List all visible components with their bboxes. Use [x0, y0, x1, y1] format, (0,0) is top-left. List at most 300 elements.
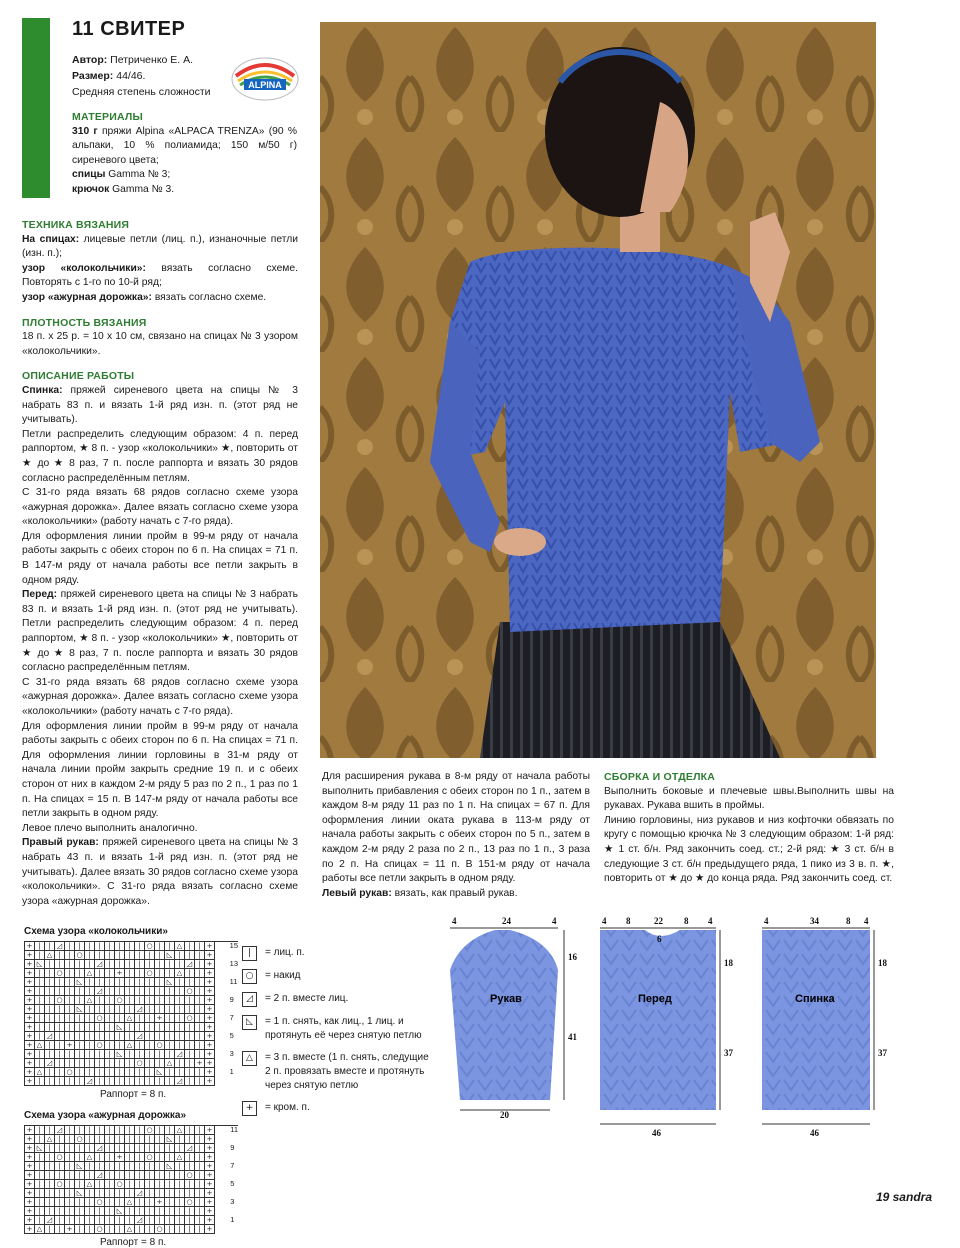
- chart-cell: |: [35, 1153, 45, 1162]
- chart-cell: |: [75, 1014, 85, 1023]
- chart-cell: |: [115, 942, 125, 951]
- chart-cell: |: [195, 1189, 205, 1198]
- chart-cell: |: [85, 1171, 95, 1180]
- chart-cell: |: [35, 1077, 45, 1086]
- chart-cell: +: [205, 1032, 215, 1041]
- legend-k3tog-text: = 3 п. вместе (1 п. снять, следущие 2 п. провязать вместе и протянуть через снятую петлю: [265, 1052, 429, 1091]
- chart-cell: |: [185, 978, 195, 987]
- chart-cell: |: [125, 996, 135, 1005]
- page-number: 19 sandra: [875, 1190, 932, 1204]
- chart-cell: +: [205, 1180, 215, 1189]
- chart-cell: |: [85, 1189, 95, 1198]
- chart-cell: |: [45, 1126, 55, 1135]
- chart-cell: +: [25, 1225, 35, 1234]
- chart-cell: |: [45, 1153, 55, 1162]
- chart-cell: ○: [75, 1135, 85, 1144]
- chart-cell: |: [95, 1005, 105, 1014]
- chart-cell: |: [85, 1144, 95, 1153]
- back-text-4: Для оформления линии пройм в 99-м ряду от начала работы закрыть с обеих сторон по 6 п. На спицах = 71 п. В 147-м ряду от начала работы все петли закрыть в одном ряду.: [22, 530, 298, 586]
- chart-cell: |: [85, 1014, 95, 1023]
- front-label: Перед: [638, 993, 672, 1005]
- needles-label: спицы: [72, 169, 106, 181]
- chart-cell: |: [55, 987, 65, 996]
- chart-cell: |: [175, 1005, 185, 1014]
- legend-knit: [242, 946, 432, 961]
- chart-cell: ◺: [115, 1023, 125, 1032]
- chart-cell: ○: [145, 942, 155, 951]
- chart-cell: +: [25, 1077, 35, 1086]
- chart-cell: |: [45, 1041, 55, 1050]
- chart-cell: |: [165, 1050, 175, 1059]
- chart-cell: |: [135, 1144, 145, 1153]
- chart-cell: |: [95, 1059, 105, 1068]
- chart-cell: |: [85, 1135, 95, 1144]
- chart-cell: |: [75, 1207, 85, 1216]
- chart-cell: |: [145, 1180, 155, 1189]
- chart-cell: △: [175, 969, 185, 978]
- chart-cell: |: [75, 1059, 85, 1068]
- chart-cell: |: [145, 978, 155, 987]
- chart-cell: |: [45, 1207, 55, 1216]
- chart-cell: |: [165, 1207, 175, 1216]
- chart-cell: △: [35, 1225, 45, 1234]
- chart-cell: |: [45, 1014, 55, 1023]
- chart-cell: |: [55, 1005, 65, 1014]
- chart-cell: |: [75, 1171, 85, 1180]
- chart-cell: |: [135, 1162, 145, 1171]
- difficulty: Средняя степень сложности: [72, 86, 211, 98]
- chart-cell: |: [145, 1032, 155, 1041]
- chart-cell: |: [115, 1014, 125, 1023]
- chart-cell: △: [175, 1153, 185, 1162]
- chart-cell: +: [205, 1005, 215, 1014]
- chart-cell: ◿: [175, 1077, 185, 1086]
- chart-cell: |: [125, 1162, 135, 1171]
- chart-cell: |: [75, 1032, 85, 1041]
- chart-cell: |: [165, 1144, 175, 1153]
- chart-cell: |: [155, 969, 165, 978]
- chart-cell: +: [25, 1126, 35, 1135]
- chart-cell: |: [65, 978, 75, 987]
- chart-cell: |: [35, 1059, 45, 1068]
- legend-ssk-text: = 1 п. снять, как лиц., 1 лиц. и протянуть её через снятую петлю: [265, 1016, 422, 1041]
- chart-cell: |: [85, 1068, 95, 1077]
- chart-row-number: 3: [230, 1197, 235, 1206]
- chart-cell: |: [175, 1059, 185, 1068]
- chart-cell: |: [85, 1162, 95, 1171]
- chart-cell: |: [115, 1189, 125, 1198]
- chart-cell: +: [115, 1153, 125, 1162]
- back-label: Спинка:: [22, 384, 63, 396]
- chart-cell: |: [115, 1059, 125, 1068]
- chart-cell: |: [55, 1077, 65, 1086]
- chart-cell: |: [45, 969, 55, 978]
- chart-cell: |: [115, 1198, 125, 1207]
- chart-cell: |: [65, 987, 75, 996]
- sleeve-dim-top-right: 4: [552, 916, 557, 926]
- chart-cell: |: [145, 1216, 155, 1225]
- chart-cell: ◺: [165, 1135, 175, 1144]
- chart-cell: ○: [185, 1198, 195, 1207]
- chart-cell: |: [95, 1180, 105, 1189]
- chart-cell: |: [195, 1216, 205, 1225]
- chart-cell: |: [135, 951, 145, 960]
- chart-cell: |: [35, 987, 45, 996]
- chart-cell: ◿: [95, 1144, 105, 1153]
- chart-cell: +: [115, 969, 125, 978]
- sleeve-dim-top: 24: [502, 916, 511, 926]
- back-dim-body: 37: [878, 1048, 887, 1058]
- chart-cell: |: [165, 960, 175, 969]
- chart-cell: +: [195, 1059, 205, 1068]
- chart-cell: ◿: [135, 1189, 145, 1198]
- chart-cell: |: [145, 1014, 155, 1023]
- chart-cell: |: [75, 1153, 85, 1162]
- chart-cell: |: [35, 996, 45, 1005]
- chart-cell: |: [105, 1153, 115, 1162]
- knit-symbol-icon: |: [242, 946, 257, 961]
- chart-cell: |: [185, 1153, 195, 1162]
- assembly-heading: СБОРКА И ОТДЕЛКА: [604, 771, 716, 783]
- chart-cell: |: [115, 951, 125, 960]
- chart-cell: +: [25, 1068, 35, 1077]
- chart-cell: ◿: [135, 1005, 145, 1014]
- chart-cell: +: [205, 1153, 215, 1162]
- chart-cell: +: [25, 1153, 35, 1162]
- chart-cell: |: [85, 978, 95, 987]
- chart-cell: +: [25, 969, 35, 978]
- chart-cell: |: [195, 1077, 205, 1086]
- chart-cell: |: [45, 1162, 55, 1171]
- chart-cell: +: [205, 1207, 215, 1216]
- chart-cell: |: [145, 1189, 155, 1198]
- chart-cell: |: [185, 1162, 195, 1171]
- chart-cell: |: [35, 1189, 45, 1198]
- chart-cell: |: [95, 978, 105, 987]
- chart-cell: |: [135, 1014, 145, 1023]
- chart-cell: |: [135, 1126, 145, 1135]
- chart-cell: |: [55, 1032, 65, 1041]
- chart-cell: ◿: [45, 1216, 55, 1225]
- chart-cell: |: [135, 987, 145, 996]
- chart-cell: |: [155, 1135, 165, 1144]
- chart-cell: |: [95, 1077, 105, 1086]
- left-sleeve-text: вязать, как правый рукав.: [394, 887, 518, 899]
- chart-cell: |: [115, 1135, 125, 1144]
- chart-cell: |: [125, 1135, 135, 1144]
- sleeve-dim-length: 41: [568, 1032, 577, 1042]
- chart-cell: |: [105, 1144, 115, 1153]
- chart-cell: |: [75, 1144, 85, 1153]
- chart-cell: |: [195, 1005, 205, 1014]
- logo-text: ALPINA: [248, 80, 282, 90]
- chart-cell: +: [205, 1059, 215, 1068]
- chart-cell: |: [155, 1180, 165, 1189]
- chart-cell: |: [95, 1153, 105, 1162]
- chart-cell: |: [115, 1077, 125, 1086]
- chart-cell: |: [165, 1171, 175, 1180]
- chart-cell: |: [105, 1207, 115, 1216]
- chart-cell: |: [95, 1023, 105, 1032]
- chart-cell: |: [175, 1207, 185, 1216]
- chart-cell: ◺: [35, 1144, 45, 1153]
- chart-cell: ○: [55, 969, 65, 978]
- chart-cell: +: [25, 1014, 35, 1023]
- chart-cell: +: [205, 960, 215, 969]
- chart-cell: +: [25, 1023, 35, 1032]
- chart-cell: |: [45, 1077, 55, 1086]
- model-photo: [320, 22, 876, 758]
- chart-cell: +: [205, 1189, 215, 1198]
- left-column-text: [22, 218, 298, 909]
- chart-cell: |: [85, 1050, 95, 1059]
- chart-cell: |: [75, 1041, 85, 1050]
- chart-cell: +: [25, 1050, 35, 1059]
- chart-cell: |: [135, 1050, 145, 1059]
- chart-cell: ○: [155, 1225, 165, 1234]
- size-value: 44/46.: [116, 70, 146, 82]
- chart-cell: |: [65, 1180, 75, 1189]
- chart-cell: +: [205, 1162, 215, 1171]
- chart-cell: ◺: [75, 978, 85, 987]
- chart-cell: |: [55, 1198, 65, 1207]
- chart-cell: +: [205, 1014, 215, 1023]
- chart-row-number: 9: [229, 995, 234, 1004]
- chart-cell: |: [105, 1077, 115, 1086]
- legend-yo: [242, 969, 432, 984]
- chart-cell: |: [195, 942, 205, 951]
- chart-cell: |: [195, 951, 205, 960]
- front-text-2: С 31-го ряда вязать 68 рядов согласно схеме узора «ажурная дорожка». Далее вязать согласно схеме узора «колокольчики» (работу начать с 7-го ряда).: [22, 676, 298, 717]
- chart-cell: |: [65, 1171, 75, 1180]
- chart-cell: |: [115, 1225, 125, 1234]
- chart-cell: ○: [55, 1153, 65, 1162]
- chart-cell: |: [35, 978, 45, 987]
- chart-cell: |: [105, 1216, 115, 1225]
- front-dim-neck: 6: [657, 934, 662, 944]
- back-label: Спинка: [795, 993, 835, 1005]
- chart-cell: |: [155, 1153, 165, 1162]
- chart-cell: +: [205, 951, 215, 960]
- sleeve-dim-top-left: 4: [452, 916, 457, 926]
- chart-cell: |: [95, 1126, 105, 1135]
- chart-cell: ○: [135, 1059, 145, 1068]
- chart-cell: ◿: [135, 1032, 145, 1041]
- chart-cell: +: [205, 1077, 215, 1086]
- chart-cell: |: [125, 1126, 135, 1135]
- chart-cell: |: [145, 1171, 155, 1180]
- path-row-numbers: [230, 1125, 238, 1233]
- chart-row-number: 7: [230, 1161, 235, 1170]
- chart-cell: |: [65, 942, 75, 951]
- chart-cell: ◿: [55, 1126, 65, 1135]
- chart-cell: |: [135, 1077, 145, 1086]
- chart-cell: |: [35, 1180, 45, 1189]
- chart-cell: |: [195, 960, 205, 969]
- front-piece: [600, 930, 716, 1110]
- chart-row-number: 3: [229, 1049, 234, 1058]
- chart-cell: |: [75, 1225, 85, 1234]
- chart-cell: |: [45, 1180, 55, 1189]
- sleeve-label: Рукав: [490, 993, 522, 1005]
- chart-cell: |: [35, 1014, 45, 1023]
- chart-row-number: 11: [229, 977, 238, 986]
- chart-cell: |: [85, 1023, 95, 1032]
- front-dim-3: 22: [654, 916, 663, 926]
- path-chart-title: Схема узора «ажурная дорожка»: [24, 1110, 187, 1121]
- sleeve-label: Правый рукав:: [22, 837, 99, 849]
- chart-cell: |: [145, 996, 155, 1005]
- chart-cell: |: [135, 1041, 145, 1050]
- chart-cell: |: [35, 1023, 45, 1032]
- chart-cell: |: [45, 1171, 55, 1180]
- chart-cell: +: [205, 1126, 215, 1135]
- chart-cell: |: [35, 1207, 45, 1216]
- chart-cell: |: [35, 969, 45, 978]
- chart-cell: |: [185, 1068, 195, 1077]
- chart-cell: |: [105, 1225, 115, 1234]
- front-text-1: пряжей сиреневого цвета на спицы № 3 набрать 83 п. и вязать 1-й ряд изн. п. (этот ряд не учитывать). Петли распределить следующим образом: 4 п. перед раппортом, ★ 8 п. - узор «колокольчики» ★, повторить от ★ до ★ 8 раз, 7 п. после раппорта и вязать 30 рядов согласно распределённым петлям.: [22, 589, 298, 674]
- back-dim-3: 8: [846, 916, 851, 926]
- chart-cell: |: [65, 1198, 75, 1207]
- chart-cell: ◺: [35, 960, 45, 969]
- chart-cell: |: [65, 1014, 75, 1023]
- chart-cell: |: [185, 1032, 195, 1041]
- chart-cell: |: [75, 960, 85, 969]
- technique-needles-text: лицевые петли (лиц. п.), изнаночные петли (изн. п.);: [22, 233, 299, 260]
- chart-cell: |: [135, 1153, 145, 1162]
- chart-cell: +: [25, 942, 35, 951]
- chart-cell: |: [145, 960, 155, 969]
- front-dim-body: 37: [724, 1048, 733, 1058]
- chart-cell: |: [105, 1189, 115, 1198]
- back-dim-armhole: 18: [878, 958, 887, 968]
- chart-cell: +: [155, 1198, 165, 1207]
- ssk-symbol-icon: ◺: [242, 1015, 257, 1030]
- chart-cell: |: [185, 969, 195, 978]
- chart-cell: |: [145, 1050, 155, 1059]
- chart-cell: +: [25, 1207, 35, 1216]
- front-text-3: Для оформления линии пройм в 99-м ряду от начала работы закрыть с обеих сторон по 6 п. На спицах = 71 п. Для оформления линии горловины в 31-м ряду от начала линии пройм закрыть средние 19 п. и с обеих сторон от них в каждом 2-м ряду 5 раз по 2 п., 1 раз по 1 п. На спицах = 15 п. В 147-м ряду от начала работы все петли закрыть в одном ряду.: [22, 720, 298, 820]
- chart-cell: |: [155, 1216, 165, 1225]
- work-heading: ОПИСАНИЕ РАБОТЫ: [22, 370, 135, 383]
- chart-cell: |: [85, 1041, 95, 1050]
- technique-heading: ТЕХНИКА ВЯЗАНИЯ: [22, 219, 130, 231]
- chart-row-number: 1: [229, 1067, 234, 1076]
- yarn-amount: 310 г: [72, 125, 98, 137]
- chart-cell: |: [125, 951, 135, 960]
- chart-cell: |: [135, 1171, 145, 1180]
- legend-edge-text: = кром. п.: [265, 1102, 310, 1113]
- chart-cell: |: [155, 942, 165, 951]
- chart-cell: |: [185, 951, 195, 960]
- path-rapport: Раппорт = 8 п.: [100, 1237, 167, 1248]
- chart-cell: ◺: [75, 1189, 85, 1198]
- chart-cell: |: [55, 978, 65, 987]
- chart-cell: |: [85, 951, 95, 960]
- chart-cell: |: [45, 1144, 55, 1153]
- chart-cell: |: [165, 1126, 175, 1135]
- sleeve-piece: [450, 930, 558, 1100]
- chart-cell: |: [175, 1180, 185, 1189]
- size-label: Размер:: [72, 70, 114, 82]
- chart-cell: |: [105, 942, 115, 951]
- chart-cell: |: [95, 1216, 105, 1225]
- chart-cell: |: [95, 1068, 105, 1077]
- yarn-text: пряжи Alpina «ALPACA TRENZA» (90 % альпаки, 10 % полиамида; 150 м/50 г) сиреневого цвета;: [72, 125, 297, 166]
- chart-row-number: 7: [229, 1013, 234, 1022]
- chart-cell: |: [115, 1041, 125, 1050]
- chart-cell: |: [195, 996, 205, 1005]
- chart-cell: +: [205, 1041, 215, 1050]
- sleeve-text-1: пряжей сиреневого цвета на спицы № 3 набрать 43 п. и вязать 1-й ряд изн. п. (этот ряд не учитывать). Далее вязать 30 рядов согласно схеме узора «колокольчики». С 31-го ряда вязать согласно схеме узора «ажурная дорожка».: [22, 837, 298, 907]
- chart-cell: |: [145, 1162, 155, 1171]
- hook-label: крючок: [72, 183, 110, 195]
- chart-cell: +: [205, 1225, 215, 1234]
- chart-cell: |: [155, 951, 165, 960]
- materials-heading: МАТЕРИАЛЫ: [72, 111, 143, 123]
- chart-cell: |: [55, 1023, 65, 1032]
- back-text-1: пряжей сиреневого цвета на спицы № 3 набрать 83 п. и вязать 1-й ряд изн. п. (этот ряд не учитывать).: [22, 384, 298, 426]
- chart-cell: ○: [115, 1180, 125, 1189]
- chart-cell: |: [85, 1032, 95, 1041]
- chart-cell: |: [85, 960, 95, 969]
- right-column-text: [604, 770, 894, 887]
- chart-cell: |: [195, 987, 205, 996]
- chart-cell: |: [85, 1216, 95, 1225]
- chart-cell: ○: [65, 1068, 75, 1077]
- chart-cell: |: [105, 1032, 115, 1041]
- chart-cell: |: [105, 960, 115, 969]
- chart-cell: △: [125, 1225, 135, 1234]
- chart-cell: +: [25, 1171, 35, 1180]
- needles-text: Gamma № 3;: [108, 169, 171, 181]
- edge-stitch-symbol-icon: +: [242, 1101, 257, 1116]
- chart-cell: |: [185, 1207, 195, 1216]
- chart-cell: |: [95, 969, 105, 978]
- chart-cell: |: [145, 1041, 155, 1050]
- chart-cell: |: [45, 1023, 55, 1032]
- chart-cell: |: [105, 951, 115, 960]
- chart-cell: |: [155, 1077, 165, 1086]
- chart-cell: |: [85, 1198, 95, 1207]
- chart-cell: |: [35, 1216, 45, 1225]
- chart-cell: |: [155, 996, 165, 1005]
- chart-cell: |: [65, 1207, 75, 1216]
- chart-cell: |: [105, 969, 115, 978]
- author-value: Петриченко Е. А.: [110, 54, 194, 66]
- chart-cell: |: [145, 1077, 155, 1086]
- chart-cell: △: [45, 1135, 55, 1144]
- chart-cell: |: [165, 1180, 175, 1189]
- front-dim-5: 4: [708, 916, 713, 926]
- chart-cell: |: [135, 996, 145, 1005]
- chart-row-number: 1: [230, 1215, 235, 1224]
- chart-cell: |: [105, 1005, 115, 1014]
- chart-cell: ◺: [75, 1005, 85, 1014]
- chart-cell: |: [155, 1032, 165, 1041]
- chart-cell: |: [95, 1050, 105, 1059]
- chart-cell: |: [85, 1005, 95, 1014]
- chart-cell: |: [65, 1077, 75, 1086]
- chart-cell: ◿: [95, 987, 105, 996]
- chart-cell: |: [55, 1216, 65, 1225]
- chart-cell: |: [85, 987, 95, 996]
- chart-cell: +: [25, 996, 35, 1005]
- front-label: Перед:: [22, 589, 58, 601]
- chart-cell: |: [195, 1126, 205, 1135]
- chart-cell: |: [105, 1068, 115, 1077]
